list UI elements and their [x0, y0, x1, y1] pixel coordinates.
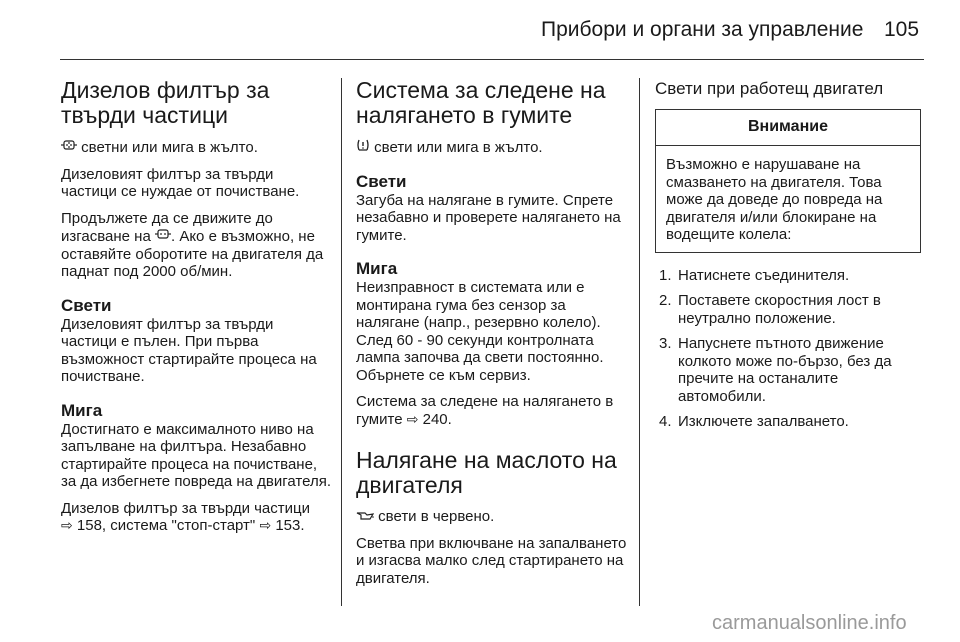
oil-paragraph: Светва при включване на запалването и изгасва малко след стартирането на двигателя. [356, 534, 627, 587]
reference-arrow-icon: ⇨ [406, 410, 419, 427]
list-item: 4. Изключете запалването. [659, 413, 849, 430]
dpf-ref-text: Дизелов филтър за твърди частици [61, 499, 310, 517]
section-heading-engine-running: Свети при работещ двигател [655, 79, 884, 98]
column-tire-pressure [356, 78, 628, 596]
tire-lit-text: Загуба на налягане в гумите. Спрете незабавно и проверете налягането на гумите. [356, 191, 621, 244]
section-heading-dpf: Дизелов филтър за твърди частици [61, 77, 270, 128]
dpf-lit-title: Свети [61, 295, 112, 315]
steps-list [655, 267, 925, 431]
tire-ref-page[interactable]: 240. [422, 410, 452, 428]
dpf-paragraph-2-b: . Ако е възможно, не оставяйте оборотите на двигателя да паднат под 2000 об/мин. [61, 228, 324, 280]
dpf-paragraph-2-a: Продължете да се движите до изгасване на [61, 209, 273, 245]
tire-pressure-icon [356, 138, 370, 157]
dpf-status-text: светни или мига в жълто. [81, 139, 258, 156]
header-divider [60, 59, 924, 60]
column-divider-left [341, 78, 342, 606]
dpf-lit-text: Дизеловият филтър за твърди частици е пълен. При първа възможност стартирайте процеса на почистване. [61, 315, 317, 385]
oil-status-text: свети в червено. [378, 508, 495, 525]
tire-status-text: свети или мига в жълто. [374, 139, 543, 156]
tire-status-line [356, 138, 628, 157]
list-item: 2. Поставете скоростния лост в неутрално положение. [659, 292, 881, 327]
warning-callout-text: Възможно е нарушаване на смазването на двигателя. Това може да доведе до повреда на двигателя и/или блокиране на водещите колела: [666, 156, 883, 243]
page-number: 105 [884, 18, 920, 41]
tire-flash-text: Неизправност в системата или е монтирана гума без сензор за налягане (напр., резервно колело). След 60 - 90 секунди контролната лампа започва да свети постоянно. Обърнете се към сервиз. [356, 279, 604, 384]
dpf-paragraph-2 [61, 210, 333, 281]
tire-reference [356, 393, 628, 428]
dpf-ref-page[interactable]: 158, система "стоп-старт" [76, 517, 256, 534]
column-engine-running [655, 78, 925, 439]
column-dpf [61, 78, 333, 544]
dpf-flash-title: Мига [61, 400, 103, 420]
section-heading-oil-pressure: Налягане на маслото на двигателя [356, 447, 617, 498]
warning-callout [655, 109, 921, 253]
dpf-paragraph-1: Дизеловият филтър за твърди частици се нуждае от почистване. [61, 165, 300, 200]
dpf-status-line [61, 138, 333, 157]
dpf-filter-icon [61, 138, 77, 157]
warning-callout-title: Внимание [656, 110, 920, 146]
reference-arrow-icon: ⇨ [61, 517, 73, 533]
tire-flash-title: Мига [356, 259, 398, 278]
dpf-references [61, 500, 333, 535]
dpf-filter-icon [155, 227, 171, 246]
list-item: 1. Натиснете съединителя. [659, 266, 850, 284]
dpf-flash-text: Достигнато е максималното ниво на запълване на филтъра. Незабавно стартирайте процеса на почистване, за да избегнете повреда на двигателя. [61, 420, 331, 490]
column-divider-right [639, 78, 640, 606]
stopstart-ref-page[interactable]: 153. [275, 517, 305, 534]
tire-lit-title: Свети [356, 171, 407, 191]
list-item: 3. Напуснете пътното движение колкото може по-бързо, без да пречите на останалите автомобили. [659, 335, 892, 405]
watermark: carmanualsonline.info [712, 612, 907, 634]
reference-arrow-icon: ⇨ [259, 517, 272, 533]
oil-can-icon [356, 508, 374, 526]
tire-ref-text: Система за следене на налягането в гумите [356, 393, 614, 428]
page-header-title: Прибори и органи за управление [541, 18, 864, 41]
section-heading-tire-pressure: Система за следене на налягането в гумите [356, 77, 606, 128]
oil-status-line [356, 508, 628, 526]
